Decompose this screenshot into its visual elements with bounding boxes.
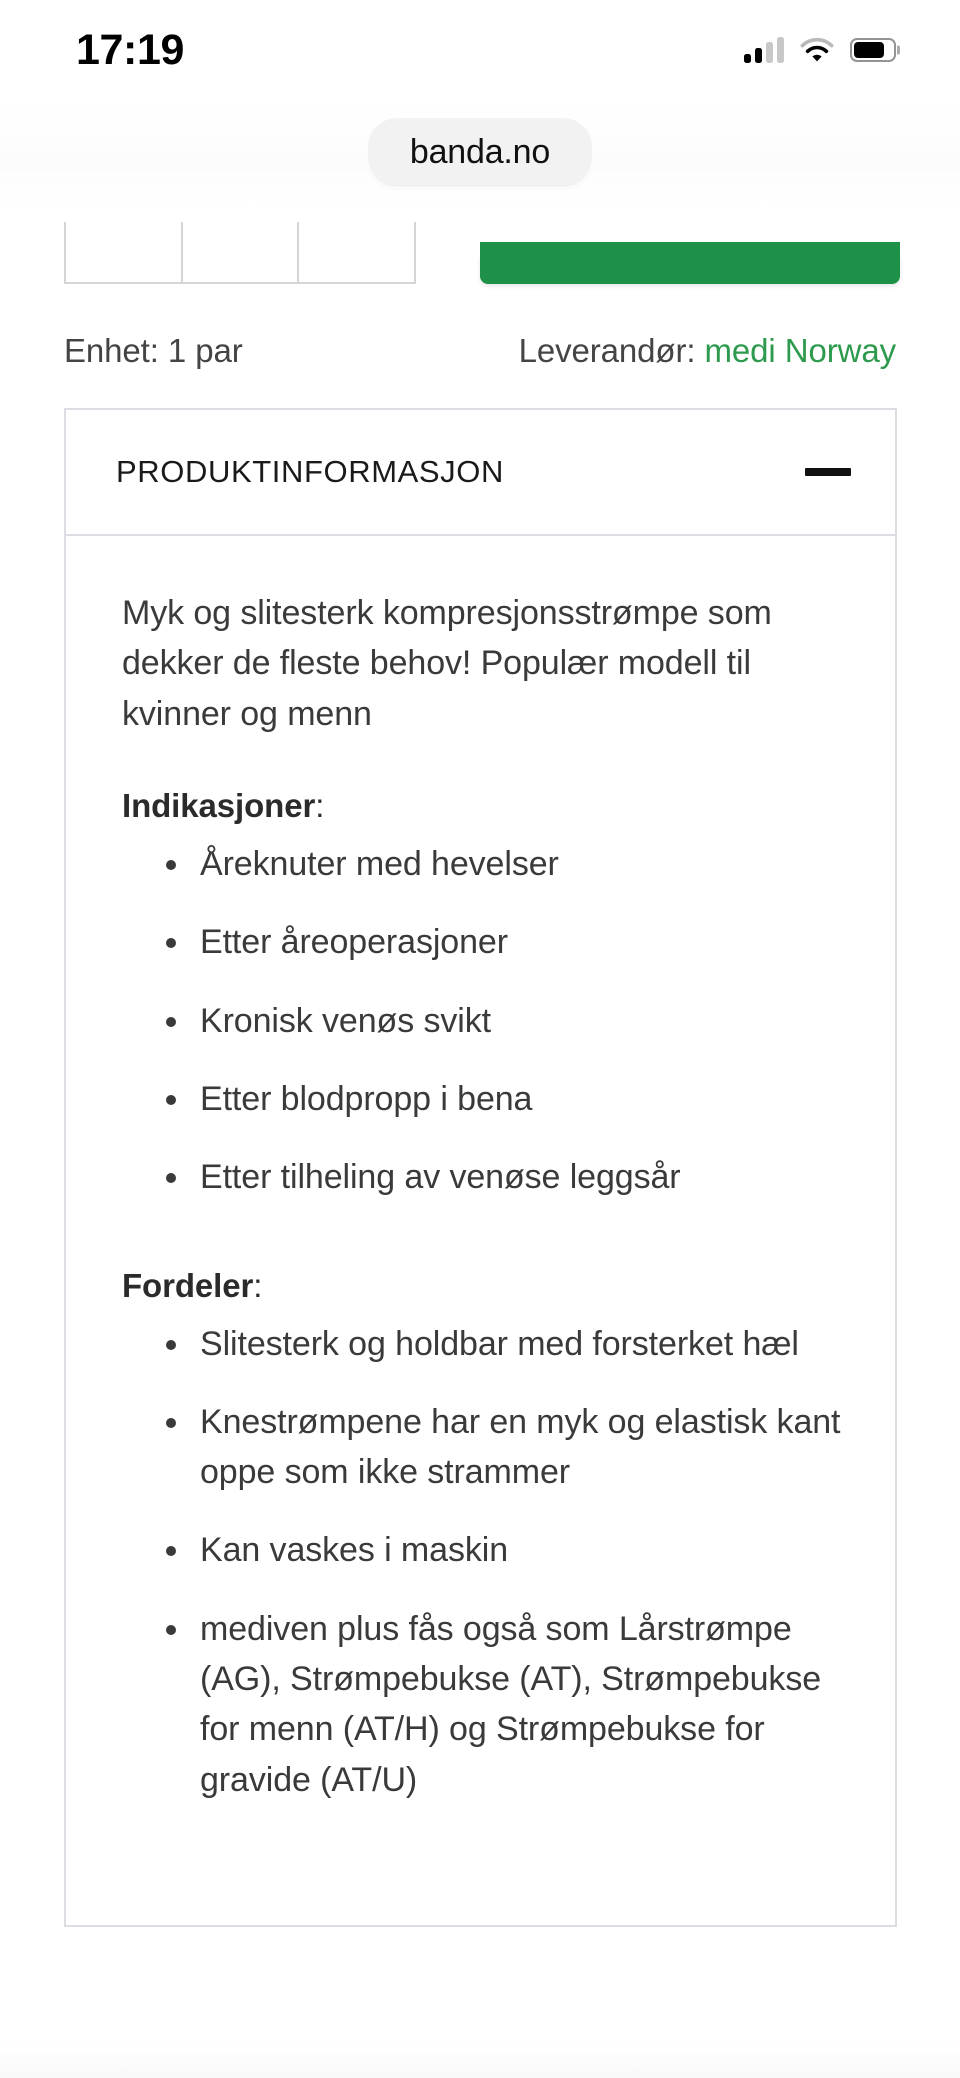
status-icons bbox=[744, 37, 896, 63]
status-time: 17:19 bbox=[76, 25, 184, 74]
supplier-label bbox=[519, 332, 896, 370]
supplier-prefix: Leverandør: bbox=[518, 332, 705, 369]
size-table-fragment bbox=[64, 222, 416, 284]
battery-icon bbox=[850, 38, 896, 62]
benefits-heading-colon: : bbox=[253, 1266, 263, 1304]
indications-heading bbox=[122, 787, 861, 825]
list-item: Etter blodpropp i bena bbox=[122, 1074, 860, 1124]
list-item: Slitesterk og holdbar med forsterket hæl bbox=[122, 1319, 860, 1369]
table-cell bbox=[299, 222, 414, 282]
table-cell bbox=[183, 222, 300, 282]
indications-heading-text: Indikasjoner bbox=[122, 786, 316, 824]
browser-bottom-bar bbox=[0, 2044, 960, 2078]
list-item: Etter åreoperasjoner bbox=[122, 917, 860, 967]
accordion-header[interactable] bbox=[64, 408, 897, 536]
wifi-icon bbox=[800, 37, 834, 63]
minus-icon[interactable] bbox=[805, 468, 851, 476]
accordion-body bbox=[64, 536, 897, 1927]
url-input[interactable]: banda.no bbox=[367, 117, 593, 188]
cellular-signal-icon bbox=[744, 37, 784, 63]
unit-label: Enhet: 1 par bbox=[64, 332, 243, 369]
add-to-cart-button[interactable] bbox=[480, 256, 900, 284]
section-spacer bbox=[122, 1231, 861, 1267]
product-intro-text: Myk og slitesterk kompresjonsstrømpe som dekker de fleste behov! Populær modell til kvinner og menn bbox=[122, 594, 772, 733]
benefits-heading bbox=[122, 1267, 861, 1305]
indications-list bbox=[122, 839, 861, 1203]
list-item: Etter tilheling av venøse leggsår bbox=[122, 1152, 860, 1202]
benefits-heading-text: Fordeler bbox=[122, 1266, 254, 1304]
browser-url-bar bbox=[0, 96, 960, 208]
list-item: mediven plus fås også som Lårstrømpe (AG), Strømpebukse (AT), Strømpebukse for menn (AT/H) og Strømpebukse for gravide (AT/U) bbox=[122, 1604, 860, 1805]
product-information-accordion bbox=[64, 408, 897, 1927]
list-item: Kronisk venøs svikt bbox=[122, 996, 860, 1046]
list-item: Knestrømpene har en myk og elastisk kant oppe som ikke strammer bbox=[122, 1397, 860, 1498]
table-cell bbox=[66, 222, 183, 282]
product-meta-row bbox=[64, 332, 896, 370]
supplier-name-link[interactable]: medi Norway bbox=[704, 332, 896, 369]
indications-heading-colon: : bbox=[315, 786, 325, 824]
benefits-list bbox=[122, 1319, 861, 1806]
list-item: Kan vaskes i maskin bbox=[122, 1525, 860, 1575]
accordion-title: PRODUKTINFORMASJON bbox=[116, 454, 504, 489]
list-item: Åreknuter med hevelser bbox=[122, 839, 860, 889]
status-bar bbox=[0, 0, 960, 96]
